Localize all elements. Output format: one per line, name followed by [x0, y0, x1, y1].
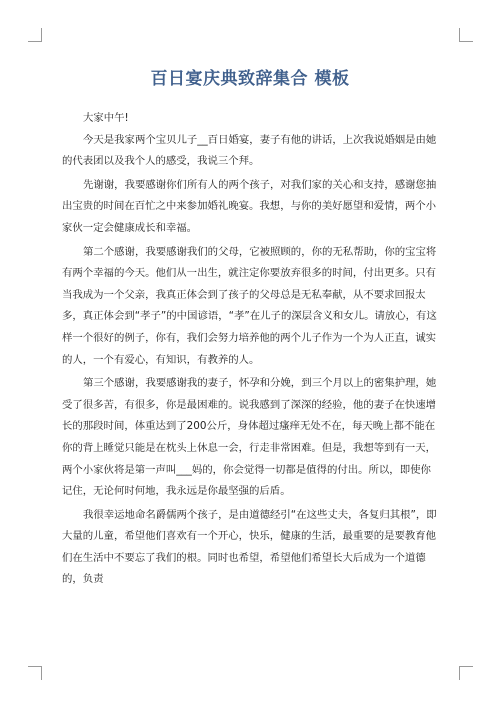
paragraph-5: 我很幸运地命名爵儒两个孩子，是由道德经引“在这些丈夫，各复归其根”，即大量的儿童，希望他们喜欢有一个开心，快乐，健康的生活，最重要的是要教育他们在生活中不要忘了我们的根。同时也希望，希望他们希望长大后成为一个道德的，负责: [62, 508, 437, 586]
paragraph-4: 第三个感谢，我要感谢我的妻子，怀孕和分娩，到三个月以上的密集护理，她受了很多苦，有很多，你是最困难的。说我感到了深深的经验，他的妻子在快速增长的那段时间，体重达到了200公斤，身体超过瘙痒无处不在，每天晚上都不能在你的背上睡觉只能是在枕头上休息一会，行走非常困难。但是，我想等到有一天，两个小家伙将是第一声叫___妈的，你会觉得一切都是值得的付出。所以，即使你记住，无论何时何地，我永远是你最坚强的后盾。: [62, 377, 437, 498]
paragraph-2: 先谢谢，我要感谢你们所有人的两个孩子，对我们家的关心和支持，感谢您抽出宝贵的时间在百忙之中来参加婚礼晚宴。我想，与你的美好愿望和爱情，两个小家伙一定会健康成长和幸福。: [62, 178, 437, 234]
crop-mark-top-right-v: [459, 28, 460, 42]
crop-mark-bottom-left-h: [28, 666, 42, 667]
crop-mark-bottom-left-v: [41, 666, 42, 680]
paragraph-1: 今天是我家两个宝贝儿子__百日婚宴，妻子有他的讲话，上次我说婚姻是由她的代表团以及我个人的感受，我说三个拜。: [62, 133, 437, 168]
document-title: 百日宴庆典致辞集合 模板: [150, 69, 350, 89]
crop-mark-top-left-v: [41, 28, 42, 42]
greeting-paragraph: 大家中午!: [83, 112, 129, 124]
document-body: [62, 108, 440, 593]
crop-mark-top-right-h: [459, 41, 473, 42]
crop-mark-bottom-right-h: [459, 666, 473, 667]
crop-mark-bottom-right-v: [459, 666, 460, 680]
crop-mark-top-left-h: [28, 41, 42, 42]
paragraph-3: 第二个感谢，我要感谢我们的父母，它被照顾的，你的无私帮助，你的宝宝将有两个幸福的今天。他们从一出生，就注定你要放弃很多的时间，付出更多。只有当我成为一个父亲，我真正体会到了孩子的父母总是无私奉献，从不要求回报太多，真正体会到“孝子”的中国谚语，“孝”在儿子的深层含义和女儿。请放心，有这样一个很好的例子，你有，我们会努力培养他的两个儿子作为一个为人正直，诚实的人，一个有爱心，有知识，有教养的人。: [62, 245, 437, 366]
